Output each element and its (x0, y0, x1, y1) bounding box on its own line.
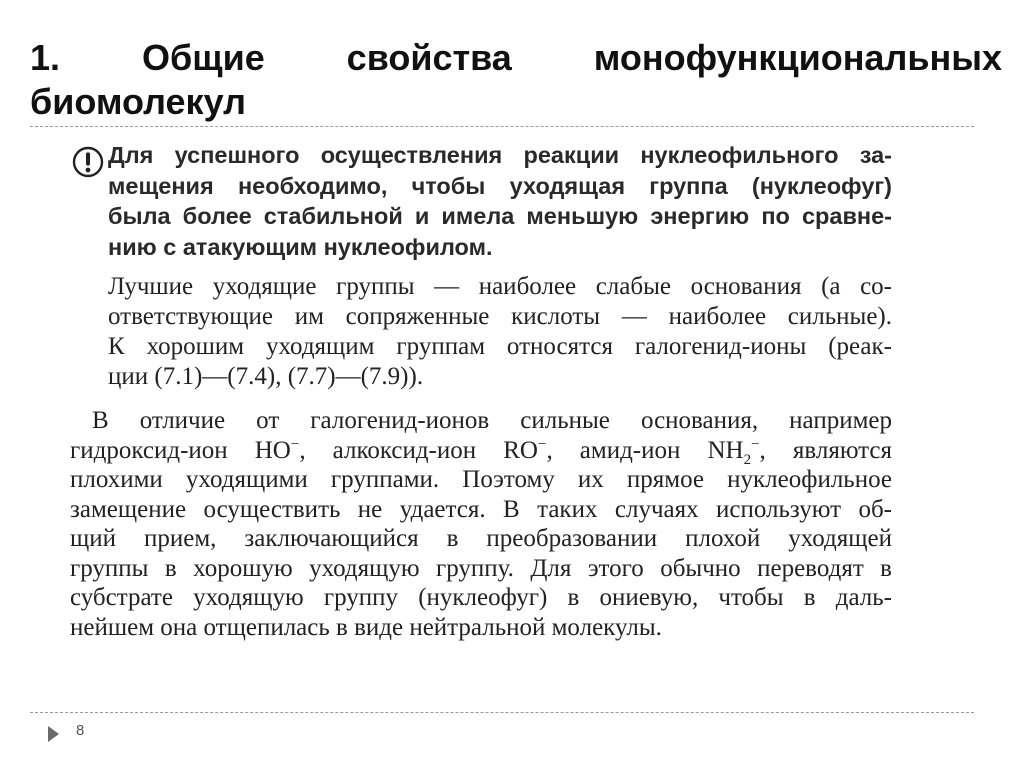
scanned-text-excerpt (70, 140, 892, 700)
title-line-1 (30, 36, 1002, 80)
slide-title (30, 36, 1002, 124)
title-number: 1. (30, 37, 61, 78)
paragraph-line: щий прием, заключающийся в преобразовании плохой уходящей (70, 525, 892, 552)
formula-alkoxide: , алкоксид-ион RO (299, 436, 538, 464)
paragraph-line: К хорошим уходящим группам относятся галогенид-ионы (реак- (108, 333, 892, 360)
paragraph-line: плохими уходящими группами. Поэтому их прямое нуклеофильное (70, 466, 892, 493)
paragraph-line: нейшем она отщепилась в виде нейтральной молекулы. (70, 613, 662, 641)
title-word-3: монофункциональных (593, 37, 1002, 78)
note-line: мещения необходимо, чтобы уходящая группа (нуклеофуг) (108, 172, 892, 199)
page-number: 8 (76, 722, 85, 739)
note-line: была более стабильной и имела меньшую энергию по сравне- (108, 203, 892, 229)
paragraph-line: замещение осуществить не удается. В таких случаях используют об- (70, 495, 892, 523)
title-line-2: биомолекул (30, 81, 246, 122)
note-line: Для успешного осуществления реакции нуклеофильного за- (108, 142, 892, 168)
footer-divider (30, 712, 974, 713)
charge-sign: − (290, 436, 300, 453)
formula-hydroxide: гидроксид-ион HO (70, 436, 291, 464)
play-arrow-icon[interactable] (48, 726, 59, 742)
charge-sign: − (751, 436, 760, 453)
paragraph-line-formulas (70, 436, 892, 466)
paragraph-line: группы в хорошую уходящую группу. Для этого обычно переводят в (70, 554, 892, 582)
line-ending: , являются (759, 436, 892, 464)
paragraph-line: субстрате уходящую группу (нуклеофуг) в ониевую, чтобы в даль- (70, 584, 892, 611)
paragraph-leaving-groups (70, 272, 892, 392)
paragraph-line: Лучшие уходящие группы — наиболее слабые основания (а со- (108, 273, 892, 300)
note-block (70, 140, 892, 262)
paragraph-line: В отличие от галогенид-ионов сильные основания, например (92, 407, 892, 434)
title-word-1: Общие (141, 37, 265, 78)
paragraph-line: ответствующие им сопряженные кислоты — наиболее сильные). (108, 303, 892, 330)
note-line: нию с атакующим нуклеофилом. (108, 233, 493, 260)
title-word-2: свойства (346, 37, 512, 78)
subscript: 2 (743, 451, 752, 468)
title-divider (30, 126, 974, 127)
formula-amide: , амид-ион NH (546, 436, 744, 464)
paragraph-line: ции (7.1)—(7.4), (7.7)—(7.9)). (108, 363, 424, 390)
paragraph-strong-bases (70, 406, 892, 642)
charge-sign: − (537, 436, 547, 453)
exclamation-circle-icon (72, 146, 104, 178)
